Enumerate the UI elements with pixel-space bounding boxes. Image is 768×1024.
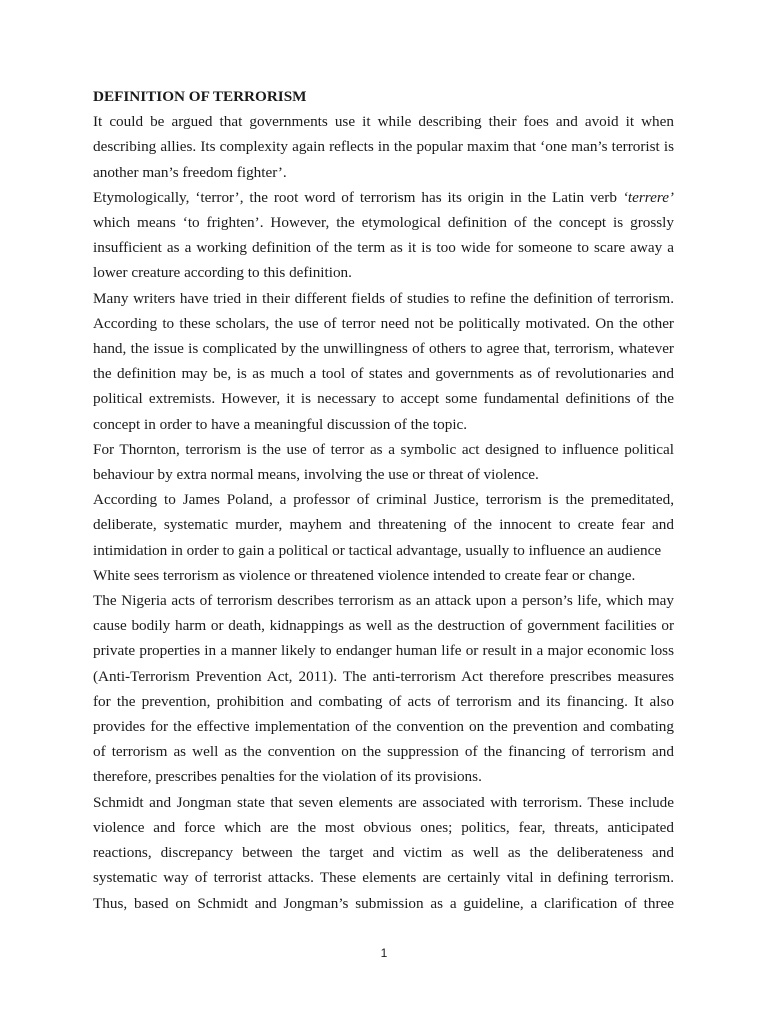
paragraph-2-text-before: Etymologically, ‘terror’, the root word of terrorism has its origin in the Latin verb: [93, 188, 623, 206]
paragraph-1: It could be argued that governments use it while describing their foes and avoid it when describing allies. Its complexity again reflects in the popular maxim that ‘one man’s terrorist is another man’s freedom fighter’.: [93, 113, 674, 181]
section-heading: DEFINITION OF TERRORISM: [93, 88, 307, 105]
paragraph-7: The Nigeria acts of terrorism describes terrorism as an attack upon a person’s life, which may cause bodily harm or death, kidnappings as well as the destruction of government facilities or private properties in a manner likely to endanger human life or result in a major economic loss (Anti-Terrorism Prevention Act, 2011). The anti-terrorism Act therefore prescribes measures for the prevention, prohibition and combating of acts of terrorism and its financing. It also provides for the effective implementation of the convention on the prevention and combating of terrorism as well as the convention on the suppression of the financing of terrorism and therefore, prescribes penalties for the violation of its provisions.: [93, 592, 674, 786]
paragraph-4: For Thornton, terrorism is the use of terror as a symbolic act designed to influence political behaviour by extra normal means, involving the use or threat of violence.: [93, 440, 674, 484]
paragraph-8: Schmidt and Jongman state that seven elements are associated with terrorism. These include violence and force which are the most obvious ones; politics, fear, threats, anticipated reactions, discrepancy between the target and victim as well as the deliberateness and systematic way of terrorist attacks. These elements are certainly vital in defining terrorism. Thus, based on Schmidt and Jongman’s submission as a guideline, a clarification of three: [93, 793, 674, 912]
paragraph-6: White sees terrorism as violence or threatened violence intended to create fear or change.: [93, 566, 636, 584]
paragraph-5: According to James Poland, a professor of criminal Justice, terrorism is the premeditated, deliberate, systematic murder, mayhem and threatening of the innocent to create fear and intimidation in order to gain a political or tactical advantage, usually to influence an audience: [93, 491, 674, 559]
paragraph-2-text-after: which means ‘to frighten’. However, the etymological definition of the concept is grossly insufficient as a working definition of the term as it is too wide for someone to scare away a lower creature according to this definition.: [93, 214, 674, 282]
latin-term: ‘terrere’: [622, 188, 674, 206]
paragraph-3: Many writers have tried in their different fields of studies to refine the definition of terrorism. According to these scholars, the use of terror need not be politically motivated. On the other hand, the issue is complicated by the unwillingness of others to agree that, terrorism, whatever the definition may be, is as much a tool of states and governments as of revolutionaries and political extremists. However, it is necessary to accept some fundamental definitions of the concept in order to have a meaningful discussion of the topic.: [93, 289, 674, 433]
document-body: [93, 84, 674, 916]
paragraph-2: [93, 185, 674, 286]
page-number: 1: [380, 946, 388, 960]
